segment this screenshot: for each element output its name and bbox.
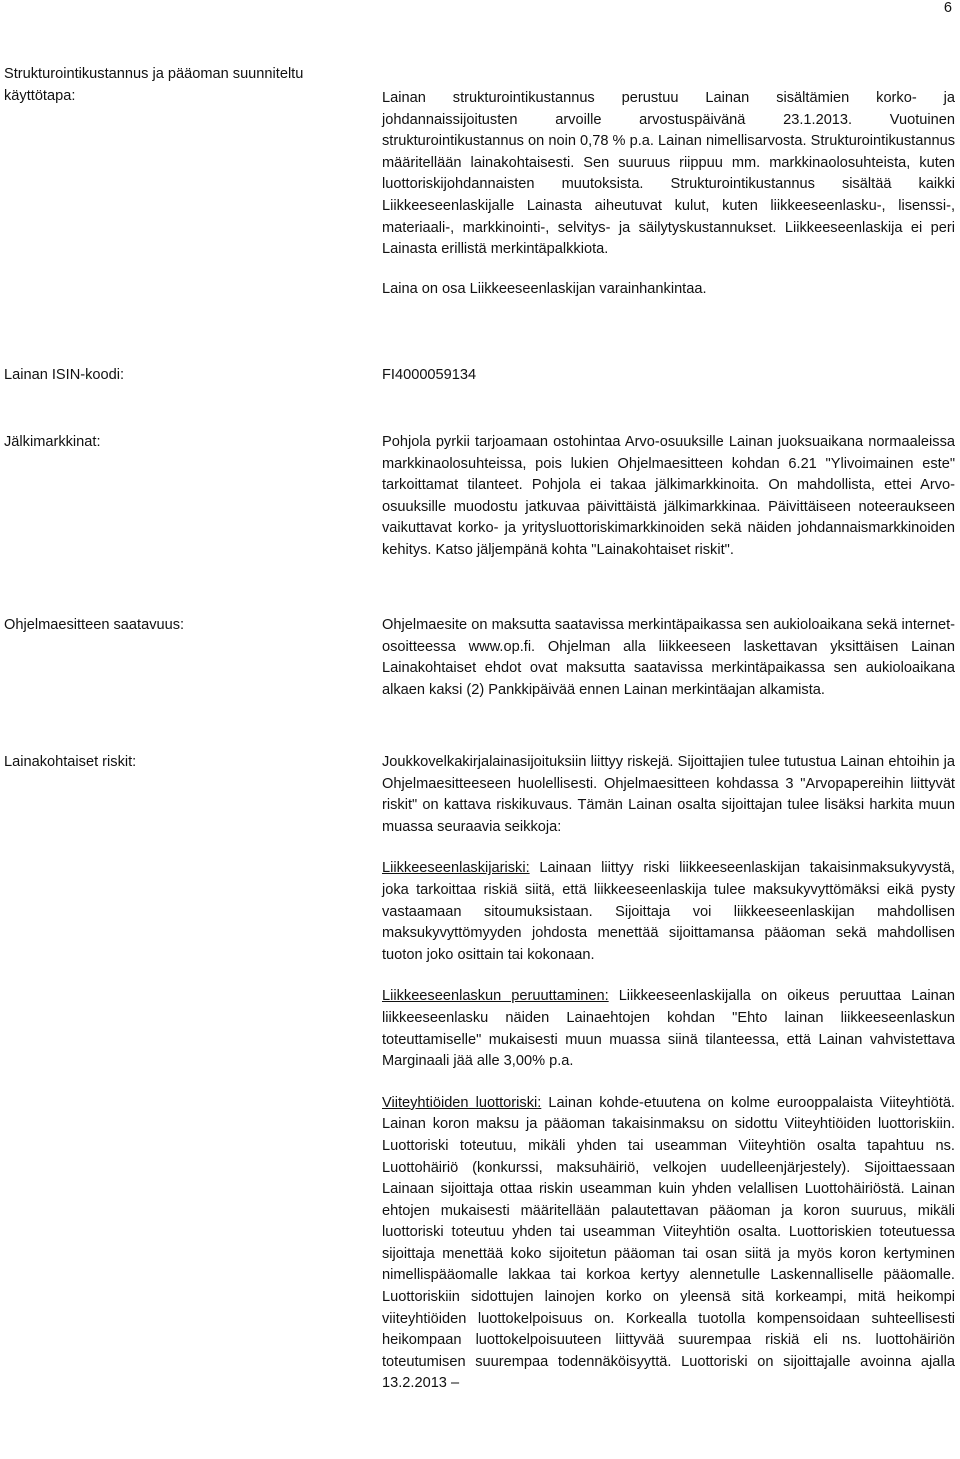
label-isin: Lainan ISIN-koodi: (4, 367, 125, 383)
risk-text: Lainaan liittyy riski liikkeeseenlaskijan takaisinmaksukyvystä, joka tarkoittaa riskiä siitä, että liikkeeseenlaskija tulee maksukyvyttömäksi eikä pysty vastaamaan sitoumuksistaan. Sijoittaja voi liikkeeseenlaskijan mahdollisen maksukyvyttömyyden johdosta menettää sijoittamansa pääoman sekä mahdollisen tuoton joko osittain tai kokonaan. (382, 860, 955, 963)
text-strukturointi (382, 88, 955, 300)
risk-text: Lainan kohde-etuutena on kolme eurooppalaista Viiteyhtiötä. Lainan koron maksu ja pääoman takaisinmaksu on sidottu Viiteyhtiöiden luottoriskiin. Luottoriski toteutuu, mikäli yhden tai useamman Viiteyhtiön osalta tapahtuu ns. Luottohäiriö (konkurssi, maksuhäiriö, velkojen uudelleenjärjestely). Sijoittaessaan Lainaan sijoittaja ottaa riskin useamman kuin yhden velallisen Luottohäiriöstä. Lainan ehtojen mukaisesti määritellään palautettavan pääoman ja koron suuruus, mikäli luottoriski toteutuu yhden tai useamman Viiteyhtiön osalta. Luottoriskien toteutuessa sijoittaja menettää koko sijoitetun pääoman tai osan siitä ja myös koron kertyminen nimellispääomalle lakkaa tai korkoa kertyy alennetulle Laskennalliselle pääomalle. Luottoriskiin sidottujen lainojen korko on yleensä sitä korkeampi, mitä heikompi viiteyhtiöiden luottokelpoisuus on. Korkealla tuotolla kompensoidaan suhteellisesti heikompaan luottokelpoisuuteen liittyvää suurempaa riskiä eli ns. luottohäiriön toteutumisen suurempaa todennäköisyyttä. Luottoriski on sijoittajalle avoinna ajalla 13.2.2013 – (382, 1094, 955, 1392)
riskit-intro: Joukkovelkakirjalainasijoituksiin liittyy riskejä. Sijoittajien tulee tutustua Lainan ehtoihin ja Ohjelmaesitteeseen huolellisesti. Ohjelmaesitteen kohdassa 3 "Arvopapereihin liittyvät riskit" on kattava riskikuvaus. Tämän Lainan osalta sijoittajan tulee lisäksi harkita muun muassa seuraavia seikkoja: (382, 754, 955, 835)
label-riskit: Lainakohtaiset riskit: (4, 754, 137, 770)
risk-item-viiteyhtioiden-luottoriski (382, 1093, 955, 1395)
risk-text: Liikkeeseenlaskijalla on oikeus peruuttaa Lainan liikkeeseenlasku näiden Lainaehtojen kohdan "Ehto lainan liikkeeseenlaskun toteuttamiselle" mukaisesti muun muassa siinä tilanteessa, että Lainan vahvistettava Marginaali jää alle 3,00% p.a. (382, 988, 955, 1070)
risk-heading: Viiteyhtiöiden luottoriski: (382, 1094, 542, 1111)
strukturointi-paragraph: Lainan strukturointikustannus perustuu Lainan sisältämien korko- ja johdannaissijoitusten arvoille arvostuspäivänä 23.1.2013. Vuotuinen strukturointikustannus on noin 0,78 % p.a. Lainan nimellisarvosta. Strukturointikustannus määritellään lainakohtaisesti. Sen suuruus riippuu mm. markkinaolosuhteista, kuten luottoriskijohdannaisten muutoksista. Strukturointikustannus sisältää kaikki Liikkeeseenlaskijalle Lainasta aiheutuvat kulut, kuten liikkeeseenlasku-, lisenssi-, materiaali-, markkinointi-, selvitys- ja säilytyskustannukset. Liikkeeseenlaskija ei peri Lainasta erillistä merkintäpalkkiota. (382, 90, 955, 258)
risk-item-liikkeeseenlaskijariski (382, 858, 955, 966)
label-strukturointi: Strukturointikustannus ja pääoman suunniteltu käyttötapa: (4, 66, 304, 104)
strukturointi-paragraph-2: Laina on osa Liikkeeseenlaskijan varainhankintaa. (382, 280, 707, 297)
risk-heading: Liikkeeseenlaskun peruuttaminen: (382, 988, 609, 1005)
risk-item-peruuttaminen (382, 986, 955, 1072)
text-jalkimarkkinat: Pohjola pyrkii tarjoamaan ostohintaa Arvo-osuuksille Lainan juoksuaikana normaaleissa markkinaolosuhteissa, pois lukien Ohjelmaesitteen kohdan 6.21 "Ylivoimainen este" tarkoittamat tilanteet. Pohjola ei takaa jälkimarkkinoita. On mahdollista, ettei Arvo-osuuksille muodostu jatkuvaa päivittäistä jälkimarkkinaa. Päivittäiseen noteeraukseen vaikuttavat korko- ja yritysluottoriskimarkkinoiden sekä näiden johdannaismarkkinoiden kehitys. Katso jäljempänä kohta "Lainakohtaiset riskit". (382, 434, 955, 558)
risk-heading: Liikkeeseenlaskijariski: (382, 860, 530, 877)
label-jalkimarkkinat: Jälkimarkkinat: (4, 434, 101, 450)
text-saatavuus: Ohjelmaesite on maksutta saatavissa merkintäpaikassa sen aukioloaikana sekä internet-osoitteessa www.op.fi. Ohjelman alla liikkeeseen laskettavan yksittäisen Lainan Lainakohtaiset ehdot ovat maksutta saatavissa merkintäpaikassa sen aukioloaikana alkaen kaksi (2) Pankkipäivää ennen Lainan merkintäajan alkamista. (382, 617, 955, 698)
isin-value: FI4000059134 (382, 367, 477, 383)
page-number: 6 (943, 0, 952, 16)
text-riskit (382, 752, 955, 1395)
label-saatavuus: Ohjelmaesitteen saatavuus: (4, 617, 185, 633)
